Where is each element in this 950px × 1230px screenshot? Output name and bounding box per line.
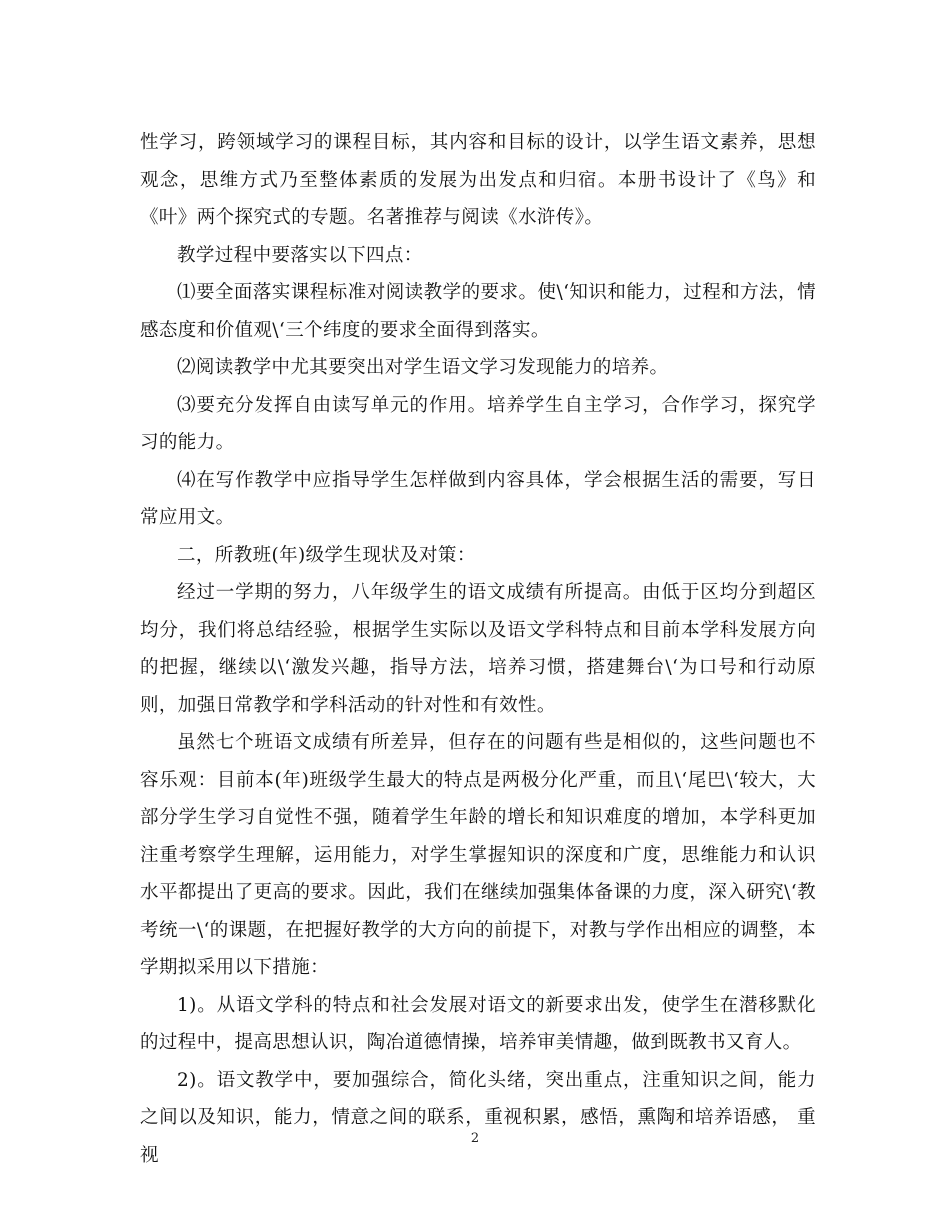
paragraph-continuation: 性学习，跨领域学习的课程目标，其内容和目标的设计，以学生语文素养，思想观念，思维方式乃至整体素质的发展为出发点和归宿。本册书设计了《鸟》和《叶》两个探究式的专题。名著推荐与阅读《水浒传》。 [140,132,816,228]
document-body [140,124,816,1174]
paragraph-measure-1: 1)。从语文学科的特点和社会发展对语文的新要求出发，使学生在潜移默化的过程中，提高思想认识，陶冶道德情操，培养审美情趣，做到既教书又育人。 [140,994,816,1053]
paragraph-semester-review: 经过一学期的努力，八年级学生的语文成绩有所提高。由低于区均分到超区均分，我们将总结经验，根据学生实际以及语文学科特点和目前本学科发展方向的把握，继续以\‘激发兴趣，指导方法，培养习惯，搭建舞台\‘为口号和行动原则，加强日常教学和学科活动的针对性和有效性。 [140,582,816,716]
paragraph-point-4: ⑷在写作教学中应指导学生怎样做到内容具体，学会根据生活的需要，写日常应用文。 [140,469,816,528]
paragraph-point-3: ⑶要充分发挥自由读写单元的作用。培养学生自主学习，合作学习，探究学习的能力。 [140,394,816,453]
paragraph-teaching-points-intro: 教学过程中要落实以下四点： [177,244,423,266]
paragraph-measure-2: 2)。语文教学中，要加强综合，简化头绪，突出重点，注重知识之间，能力之间以及知识，能力，情意之间的联系，重视积累，感悟，熏陶和培养语感， 重视 [140,1069,816,1166]
paragraph-point-1: ⑴要全面落实课程标准对阅读教学的要求。使\‘知识和能力，过程和方法，情感态度和价值观\‘三个纬度的要求全面得到落实。 [140,282,816,341]
paragraph-point-2: ⑵阅读教学中尤其要突出对学生语文学习发现能力的培养。 [177,357,669,378]
section-heading-student-status: 二，所教班(年)级学生现状及对策： [177,544,476,566]
page-number: 2 [470,1131,480,1146]
paragraph-problems-analysis: 虽然七个班语文成绩有所差异，但存在的问题有些是相似的，这些问题也不容乐观：目前本(年)班级学生最大的特点是两极分化严重，而且\‘尾巴\‘较大，大部分学生学习自觉性不强，随着学生年龄的增长和知识难度的增加，本学科更加注重考察学生理解，运用能力，对学生掌握知识的深度和广度，思维能力和认识水平都提出了更高的要求。因此，我们在继续加强集体备课的力度，深入研究\‘教考统一\‘的课题，在把握好教学的大方向的前提下，对教与学作出相应的调整，本学期拟采用以下措施： [140,732,816,978]
